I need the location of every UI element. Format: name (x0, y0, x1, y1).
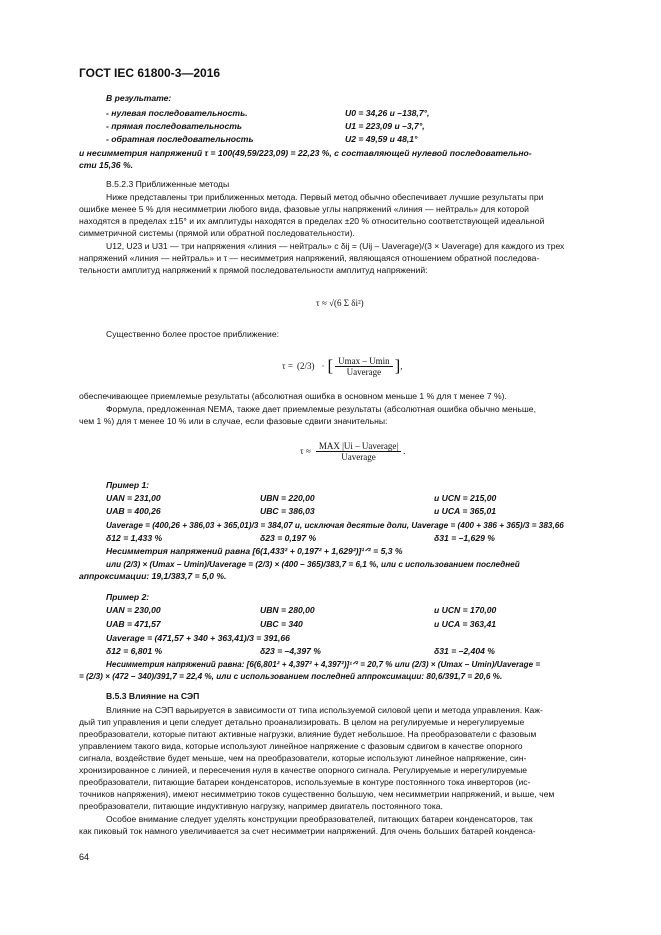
example-value: UBN = 280,00 (260, 605, 315, 615)
section-heading-b523: В.5.2.3 Приближенные методы (106, 179, 230, 189)
result-summary: и несимметрия напряжений τ = 100(49,59/223,09) = 22,23 %, с составляющей нулевой последовательно- (79, 148, 532, 158)
result-heading: В результате: (106, 93, 172, 103)
example-value: и UCN = 170,00 (434, 605, 497, 615)
page-number: 64 (79, 852, 90, 862)
example-delta: δ31 = –2,404 % (434, 646, 495, 656)
formula-nema: τ ≈ $\frac{\text{MAX |Ui – Uaverage|}}{\text{Uaverage}}$ . (300, 440, 406, 462)
example-title: Пример 2: (106, 592, 150, 602)
example-value: UBC = 340 (260, 619, 303, 629)
paragraph-line: Существенно более простое приближение: (106, 329, 279, 339)
example-value: и UCA = 365,01 (434, 506, 497, 516)
example-alternative-cont: аппроксимации: 19,1/383,7 = 5,0 %. (79, 571, 227, 581)
example-value: и UCN = 215,00 (434, 493, 497, 503)
example-average: Uaverage = (400,26 + 386,03 + 365,01)/3 = 384,07 и, исключая десятые доли, Uaverage = (400 + 386 + 365)/3 = 383,66 (106, 521, 564, 530)
example-delta: δ31 = –1,629 % (434, 533, 495, 543)
example-value: UBN = 220,00 (260, 493, 315, 503)
example-delta: δ23 = –4,397 % (260, 646, 321, 656)
result-summary-cont: сти 15,36 %. (79, 160, 133, 170)
formula-coefficient: (2/3) (296, 361, 315, 371)
example-value: UAB = 400,26 (106, 506, 161, 516)
paragraph-line: дый тип управления и цепи следует детально проанализировать. В целом на регулируемые и нерегулируемые (79, 717, 525, 727)
paragraph-line: Формула, предложенная NEMA, также дает приемлемые результаты (абсолютная ошибка обычно меньше, (106, 404, 536, 414)
formula-numerator: Umax – Umin (335, 356, 393, 367)
result-row-value: U1 = 223,09 и –3,7°, (345, 121, 425, 131)
example-value: UAB = 471,57 (106, 619, 161, 629)
paragraph-line: чем 1 %) для τ менее 10 % или в случае, если фазовые сдвиги значительны: (79, 416, 388, 426)
example-delta: δ12 = 6,801 % (106, 646, 163, 656)
section-heading-b53: В.5.3 Влияние на СЭП (106, 691, 200, 701)
formula-simple: τ = (2/3) · [ $\frac{Umax - Umin}{\text{Uaverage}}$ ] , (282, 355, 403, 377)
result-row-label: - нулевая последовательность. (106, 108, 248, 118)
formula-denominator: Uaverage (346, 366, 382, 377)
paragraph-line: сигнала, воздействие будет меньше, чем на преобразователи, которые используют линейное напряжение, син- (79, 753, 527, 763)
paragraph-line: преобразователи, питающие батареи конденсаторов, используемые в контуре постоянного тока инверторов (ис- (79, 777, 531, 787)
result-row-value: U2 = 49,59 и 48,1° (345, 134, 418, 144)
paragraph-line: Ниже представлены три приближенных метода. Первый метод обычно обеспечивает лучшие результаты при (106, 192, 544, 202)
paragraph-line: тельности амплитуд напряжений к прямой последовательности амплитуд напряжений: (79, 265, 428, 275)
paragraph-line: напряжений «линия — нейтраль» и τ — несимметрия напряжений, являющаяся отношением обратной последова- (79, 253, 540, 263)
paragraph-line: точников напряжения), имеют несимметрию токов существенно большую, чем несимметрии напряжений, и выше, чем (79, 789, 555, 799)
formula-denominator: Uaverage (341, 451, 376, 462)
paragraph-line: обеспечивающее приемлемые результаты (абсолютная ошибка в основном меньше 1 % для τ менее 7 %). (79, 391, 507, 401)
example-value: UBC = 386,03 (260, 506, 315, 516)
example-value: UAN = 230,00 (106, 605, 161, 615)
example-unbalance: Несимметрия напряжений равна [6(1,433² + 0,197² + 1,629²)]¹ᐟ² = 5,3 % (106, 546, 403, 556)
paragraph-line: хронизированное с линией, и пересечения нуля в качестве опорного сигнала. Регулируемые и нерегулируемые (79, 765, 528, 775)
result-row-label: - прямая последовательность (106, 121, 243, 131)
result-row-label: - обратная последовательность (106, 134, 254, 144)
paragraph-line: Влияние на СЭП варьируется в зависимости от типа используемой силовой цепи и метода управления. Каж- (106, 705, 543, 715)
example-delta: δ23 = 0,197 % (260, 533, 317, 543)
document-header: ГОСТ IEC 61800-3—2016 (79, 66, 221, 80)
paragraph-line: находятся в пределах ±15° и их амплитуды находятся в пределах ±20 % относительно соответствующей идеальной (79, 216, 545, 226)
example-value: UAN = 231,00 (106, 493, 161, 503)
paragraph-line: ошибке менее 5 % для несимметрии любого вида, фазовые углы напряжений «линия — нейтраль» для которой (79, 204, 529, 214)
formula-numerator: MAX |Ui – Uaverage| (316, 441, 401, 452)
result-row-value: U0 = 34,26 и –138,7°, (345, 108, 430, 118)
example-value: и UCA = 363,41 (434, 619, 497, 629)
example-title: Пример 1: (106, 480, 150, 490)
paragraph-line: как пиковый ток намного увеличивается за счет несимметрии напряжений. Для очень больших батарей конденса- (79, 826, 536, 836)
example-unbalance: Несимметрия напряжений равна: [6(6,801² + 4,397² + 4,397²)]¹ᐟ² = 20,7 % или (2/3) × (Umax – Umin)/Uaverage = (106, 660, 541, 669)
paragraph-line: преобразователи, которые питают активные нагрузки, влияние будет небольшое. На преобразователи с фазовым (79, 729, 537, 739)
formula-tau-approx (316, 285, 364, 321)
paragraph-line: Особое внимание следует уделять конструкции преобразователей, питающих батареи конденсаторов, так (106, 814, 533, 824)
formula-lhs: τ = (282, 361, 293, 371)
paragraph-line: управлением такого вида, которые используют линейное напряжение с фазовым сдвигом в качестве опорного (79, 741, 523, 751)
formula-expression: τ ≈ √(6 Σ δi²) (316, 298, 364, 308)
example-delta: δ12 = 1,433 % (106, 533, 163, 543)
paragraph-line: U12, U23 и U31 — три напряжения «линия — нейтраль» с δij = (Uij – Uaverage)/(3 × Uaverage) для каждого из трех (106, 241, 565, 251)
example-alternative: или (2/3) × (Umax – Umin)/Uaverage = (2/3) × (400 – 365)/383,7 = 6,1 %, или с использованием последней (106, 560, 520, 569)
paragraph-line: преобразователи, питающие индуктивную нагрузку, например двигатель постоянного тока. (79, 801, 443, 811)
example-average: Uaverage = (471,57 + 340 + 363,41)/3 = 391,66 (106, 633, 290, 643)
example-unbalance-cont: = (2/3) × (472 – 340)/391,7 = 22,4 %, или с использованием последней аппроксимации: 80,6/391,7 = 20,6 %. (79, 672, 503, 681)
paragraph-line: симметричной системы (прямой или обратной последовательности). (79, 228, 355, 238)
